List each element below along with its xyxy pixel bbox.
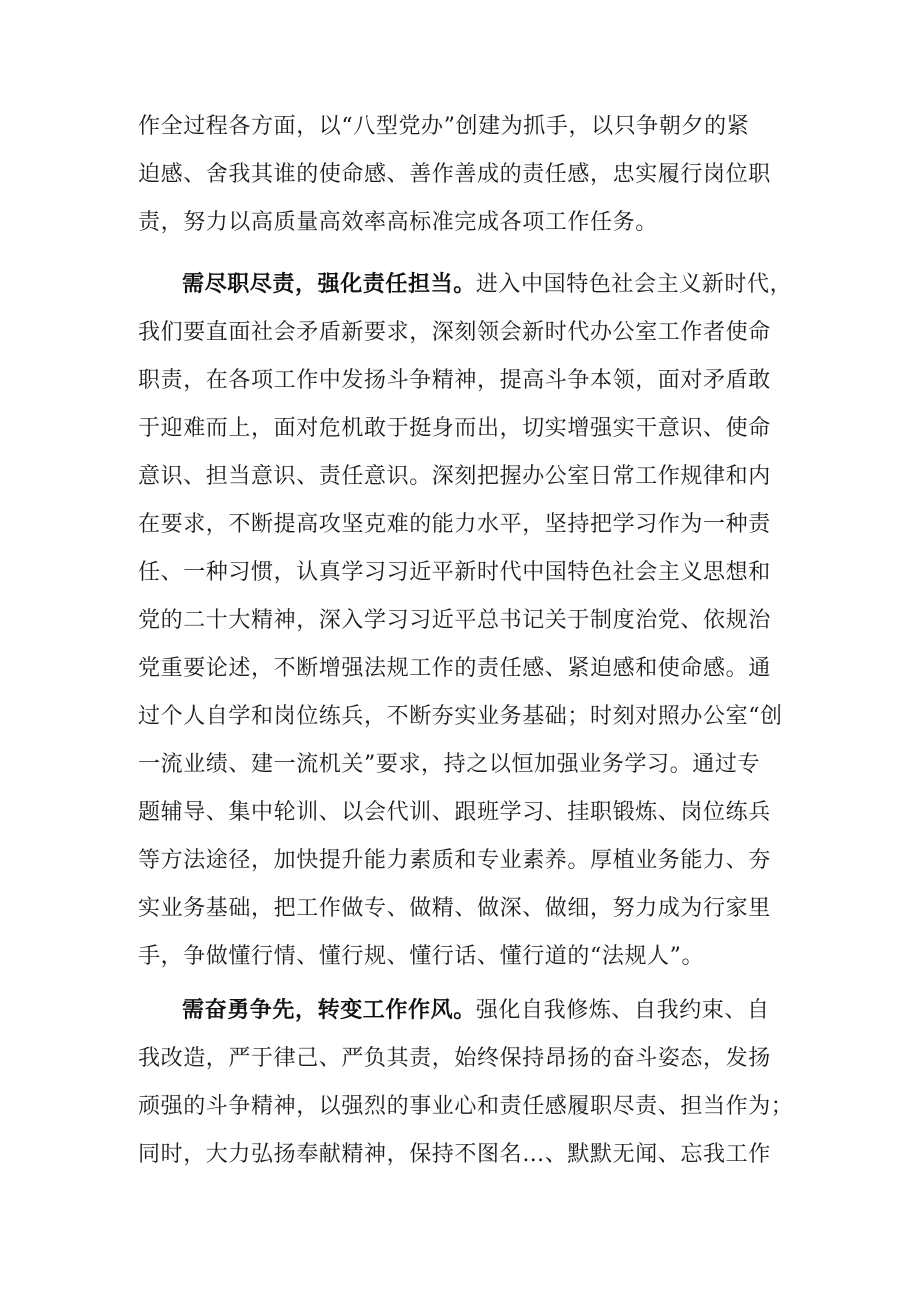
paragraph-line: 在要求，不断提高攻坚克难的能力水平，坚持把学习作为一种责 [138, 512, 771, 537]
paragraph-line: 过个人自学和岗位练兵，不断夯实业务基础；时刻对照办公室“创 [138, 704, 783, 729]
paragraph-text: 进入中国特色社会主义新时代， [475, 272, 793, 297]
paragraph-line: 顽强的斗争精神，以强烈的事业心和责任感履职尽责、担当作为； [138, 1094, 794, 1119]
paragraph-1 [138, 103, 798, 247]
paragraph-line: 党的二十大精神，深入学习习近平总书记关于制度治党、依规治 [138, 608, 771, 633]
paragraph-line: 等方法途径，加快提升能力素质和专业素养。厚植业务能力、夯 [138, 848, 771, 873]
paragraph-first-line [138, 261, 798, 309]
paragraph-line: 迫感、舍我其谁的使命感、善作善成的责任感，忠实履行岗位职 [138, 162, 771, 187]
paragraph-line: 任、一种习惯，认真学习习近平新时代中国特色社会主义思想和 [138, 560, 771, 585]
paragraph-heading: 需奋勇争先，转变工作作风。 [182, 998, 476, 1023]
paragraph-line: 一流业绩、建一流机关”要求，持之以恒加强业务学习。通过专 [138, 752, 761, 777]
paragraph-line: 题辅导、集中轮训、以会代训、跟班学习、挂职锻炼、岗位练兵 [138, 800, 771, 825]
paragraph-line: 意识、担当意识、责任意识。深刻把握办公室日常工作规律和内 [138, 464, 771, 489]
paragraph-2 [138, 261, 798, 981]
paragraph-line: 我们要直面社会矛盾新要求，深刻领会新时代办公室工作者使命 [138, 320, 771, 345]
paragraph-3 [138, 987, 798, 1179]
paragraph-line: 手，争做懂行情、懂行规、懂行话、懂行道的“法规人”。 [138, 944, 705, 969]
paragraph-line: 党重要论述，不断增强法规工作的责任感、紧迫感和使命感。通 [138, 656, 771, 681]
paragraph-line: 实业务基础，把工作做专、做精、做深、做细，努力成为行家里 [138, 896, 771, 921]
paragraph-line: 职责，在各项工作中发扬斗争精神，提高斗争本领，面对矛盾敢 [138, 368, 771, 393]
paragraph-line: 作全过程各方面，以“八型党办”创建为抓手，以只争朝夕的紧 [138, 114, 750, 139]
paragraph-line: 责，努力以高质量高效率高标准完成各项工作任务。 [138, 210, 658, 235]
paragraph-line: 我改造，严于律己、严负其责，始终保持昂扬的奋斗姿态，发扬 [138, 1046, 771, 1071]
paragraph-heading: 需尽职尽责，强化责任担当。 [182, 272, 476, 297]
paragraph-first-line [138, 987, 798, 1035]
paragraph-line: 于迎难而上，面对危机敢于挺身而出，切实增强实干意识、使命 [138, 416, 771, 441]
paragraph-text: 强化自我修炼、自我约束、自 [475, 998, 770, 1023]
paragraph-line: 同时，大力弘扬奉献精神，保持不图名…、默默无闻、忘我工作 [138, 1142, 771, 1167]
